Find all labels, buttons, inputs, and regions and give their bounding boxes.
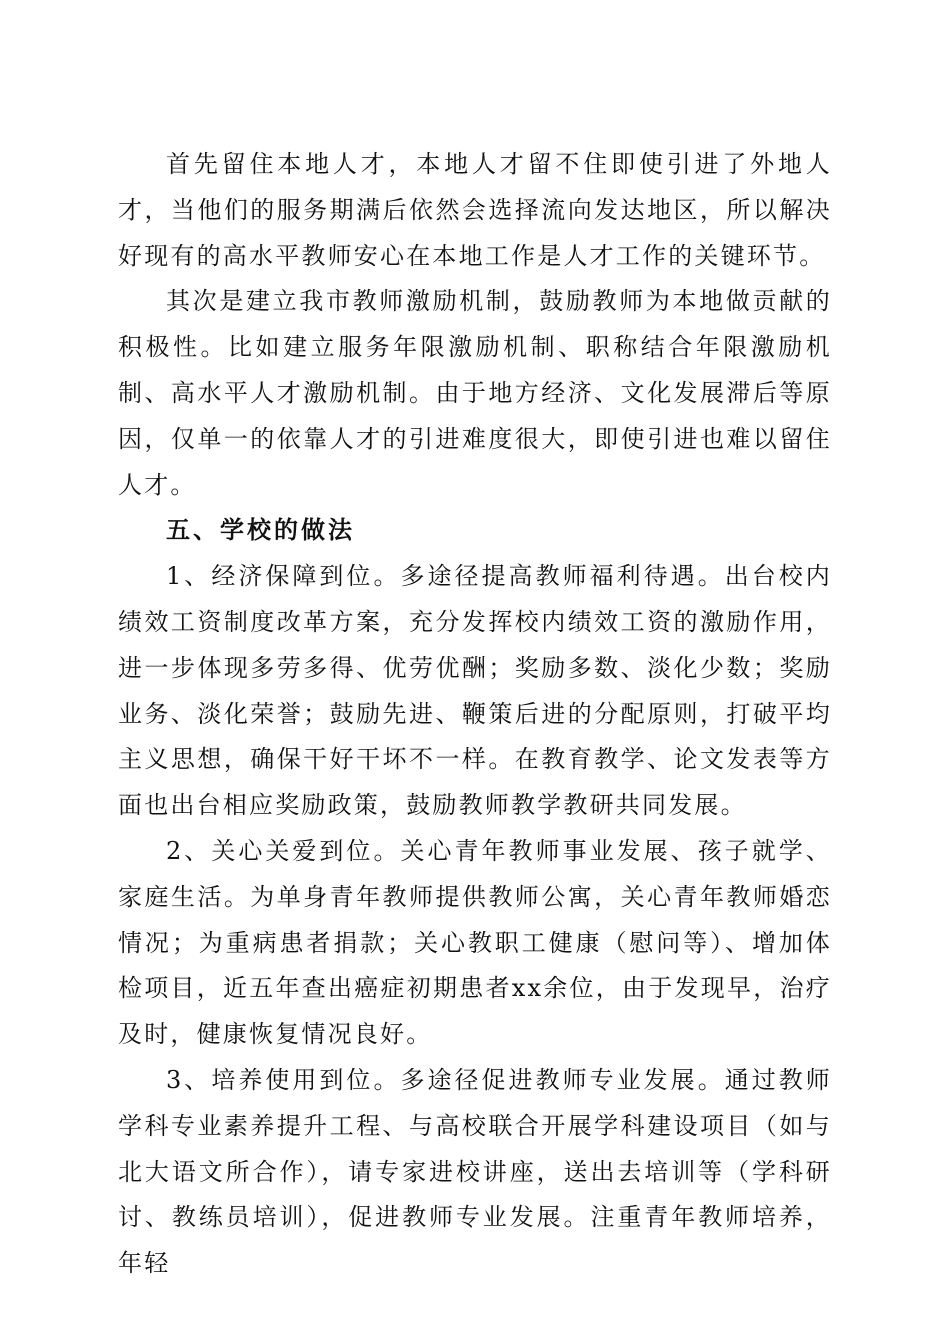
paragraph-incentive-mechanism: 其次是建立我市教师激励机制，鼓励教师为本地做贡献的积极性。比如建立服务年限激励机制、职称结合年限激励机制、高水平人才激励机制。由于地方经济、文化发展滞后等原因，仅单一的依靠人才的引进难度很大，即使引进也难以留住人才。 (118, 287, 832, 499)
document-page (118, 142, 832, 1287)
paragraph-retain-local-talent: 首先留住本地人才，本地人才留不住即使引进了外地人才，当他们的服务期满后依然会选择流向发达地区，所以解决好现有的高水平教师安心在本地工作是人才工作的关键环节。 (118, 150, 832, 270)
list-item-training: 3、培养使用到位。多途径促进教师专业发展。通过教师学科专业素养提升工程、与高校联合开展学科建设项目（如与北大语文所合作），请专家进校讲座，送出去培训等（学科研讨、教练员培训），促进教师专业发展。注重青年教师培养，年轻 (118, 1065, 832, 1278)
list-item-care: 2、关心关爱到位。关心青年教师事业发展、孩子就学、家庭生活。为单身青年教师提供教师公寓，关心青年教师婚恋情况；为重病患者捐款；关心教职工健康（慰问等）、增加体检项目，近五年查出癌症初期患者xx余位，由于发现早，治疗及时，健康恢复情况良好。 (118, 836, 832, 1049)
section-heading: 五、学校的做法 (166, 516, 355, 545)
list-item-economic-guarantee: 1、经济保障到位。多途径提高教师福利待遇。出台校内绩效工资制度改革方案，充分发挥校内绩效工资的激励作用，进一步体现多劳多得、优劳优酬；奖励多数、淡化少数；奖励业务、淡化荣誉；鼓励先进、鞭策后进的分配原则，打破平均主义思想，确保干好干坏不一样。在教育教学、论文发表等方面也出台相应奖励政策，鼓励教师教学教研共同发展。 (118, 562, 832, 820)
